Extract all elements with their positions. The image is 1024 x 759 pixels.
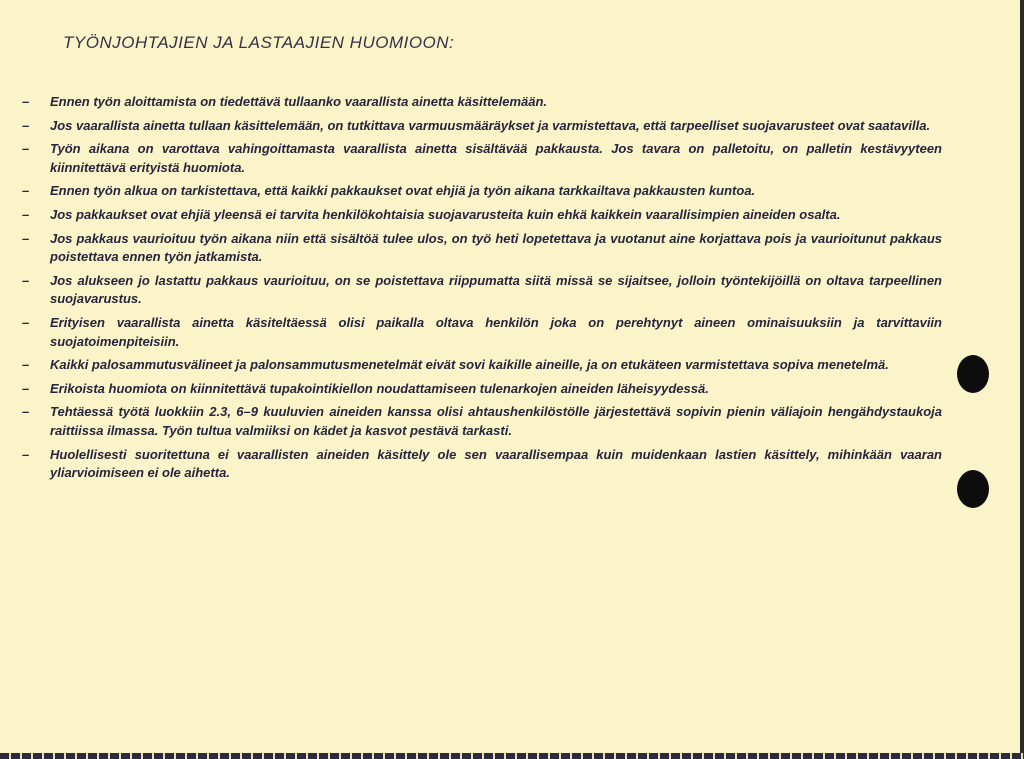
dash-bullet: –: [22, 357, 30, 373]
dash-bullet: –: [22, 380, 30, 396]
dash-bullet: –: [22, 230, 30, 246]
dash-bullet: –: [22, 206, 30, 222]
list-item-text: Ennen työn aloittamista on tiedettävä tullaanko vaarallista ainetta käsittelemään.: [50, 94, 548, 109]
list-item-text: Huolellisesti suoritettuna ei vaarallisten aineiden käsittely ole sen vaarallisempaa kuin muidenkaan lastien käsittely, mihinkään vaaran yliarvioimiseen ei ole aihetta.: [50, 446, 942, 481]
list-item: [22, 446, 942, 483]
list-item: [22, 230, 942, 267]
list-item-text: Jos alukseen jo lastattu pakkaus vaurioituu, on se poistettava riippumatta siitä missä se sijaitsee, jolloin työntekijöillä on oltava tarpeellinen suojavarustus.: [50, 272, 942, 307]
dash-bullet: –: [22, 272, 30, 288]
list-item: [22, 93, 942, 112]
list-item: [22, 182, 942, 201]
list-item: [22, 140, 942, 177]
list-item-text: Jos pakkaukset ovat ehjiä yleensä ei tarvita henkilökohtaisia suojavarusteita kuin ehkä kaikkein vaarallisimpien aineiden osalta.: [50, 206, 841, 222]
list-item-text: Kaikki palosammutusvälineet ja palonsammutusmenetelmät eivät sovi kaikille aineille, ja on etukäteen varmistettava sopiva menetelmä.: [50, 357, 889, 373]
dash-bullet: –: [22, 446, 30, 462]
list-item: [22, 356, 942, 375]
list-item-text: Tehtäessä työtä luokkiin 2.3, 6–9 kuuluvien aineiden kanssa olisi ahtaushenkilöstölle järjestettävä sopivin pienin väliajoin hengähdystaukoja raittiissa ilmassa. Työn tultua valmiiksi on kädet ja kasvot pestävä tarkasti.: [50, 404, 942, 438]
list-item: [22, 117, 942, 136]
page-title: TYÖNJOHTAJIEN JA LASTAAJIEN HUOMIOON:: [63, 33, 455, 52]
dash-bullet: –: [22, 94, 30, 109]
scan-edge-bottom: [0, 753, 1024, 759]
list-item: [22, 403, 942, 440]
dash-bullet: –: [22, 141, 30, 157]
punch-hole: [957, 355, 989, 393]
list-item-text: Jos pakkaus vaurioituu työn aikana niin että sisältöä tulee ulos, on työ heti lopetettava ja vuotanut aine korjattava pois ja vaurioitunut pakkaus poistettava ennen työn jatkamista.: [50, 230, 942, 265]
list-item: [22, 314, 942, 351]
list-item-text: Työn aikana on varottava vahingoittamasta vaarallista ainetta sisältävää pakkausta. Jos tavara on palletoitu, on palletin kestävyyteen kiinnitettävä erityistä huomiota.: [50, 141, 942, 175]
dash-bullet: –: [22, 183, 30, 199]
dash-bullet: –: [22, 117, 30, 133]
list-item-text: Ennen työn alkua on tarkistettava, että kaikki pakkaukset ovat ehjiä ja työn aikana tarkkailtava pakkausten kuntoa.: [50, 183, 756, 199]
instruction-list: [22, 93, 942, 488]
scan-edge-right: [1020, 0, 1024, 759]
punch-hole: [957, 470, 989, 508]
list-item: [22, 272, 942, 309]
list-item-text: Erikoista huomiota on kiinnitettävä tupakointikiellon noudattamiseen tulenarkojen aineiden läheisyydessä.: [50, 380, 709, 396]
list-item-text: Erityisen vaarallista ainetta käsiteltäessä olisi paikalla oltava henkilön joka on perehtynyt aineen ominaisuuksiin ja tarvittaviin suojatoimenpiteisiin.: [50, 314, 942, 349]
dash-bullet: –: [22, 404, 30, 420]
dash-bullet: –: [22, 314, 30, 330]
list-item: [22, 206, 942, 225]
list-item-text: Jos vaarallista ainetta tullaan käsittelemään, on tutkittava varmuusmääräykset ja varmistettava, että tarpeelliset suojavarusteet ovat saatavilla.: [50, 117, 931, 133]
list-item: [22, 380, 942, 399]
